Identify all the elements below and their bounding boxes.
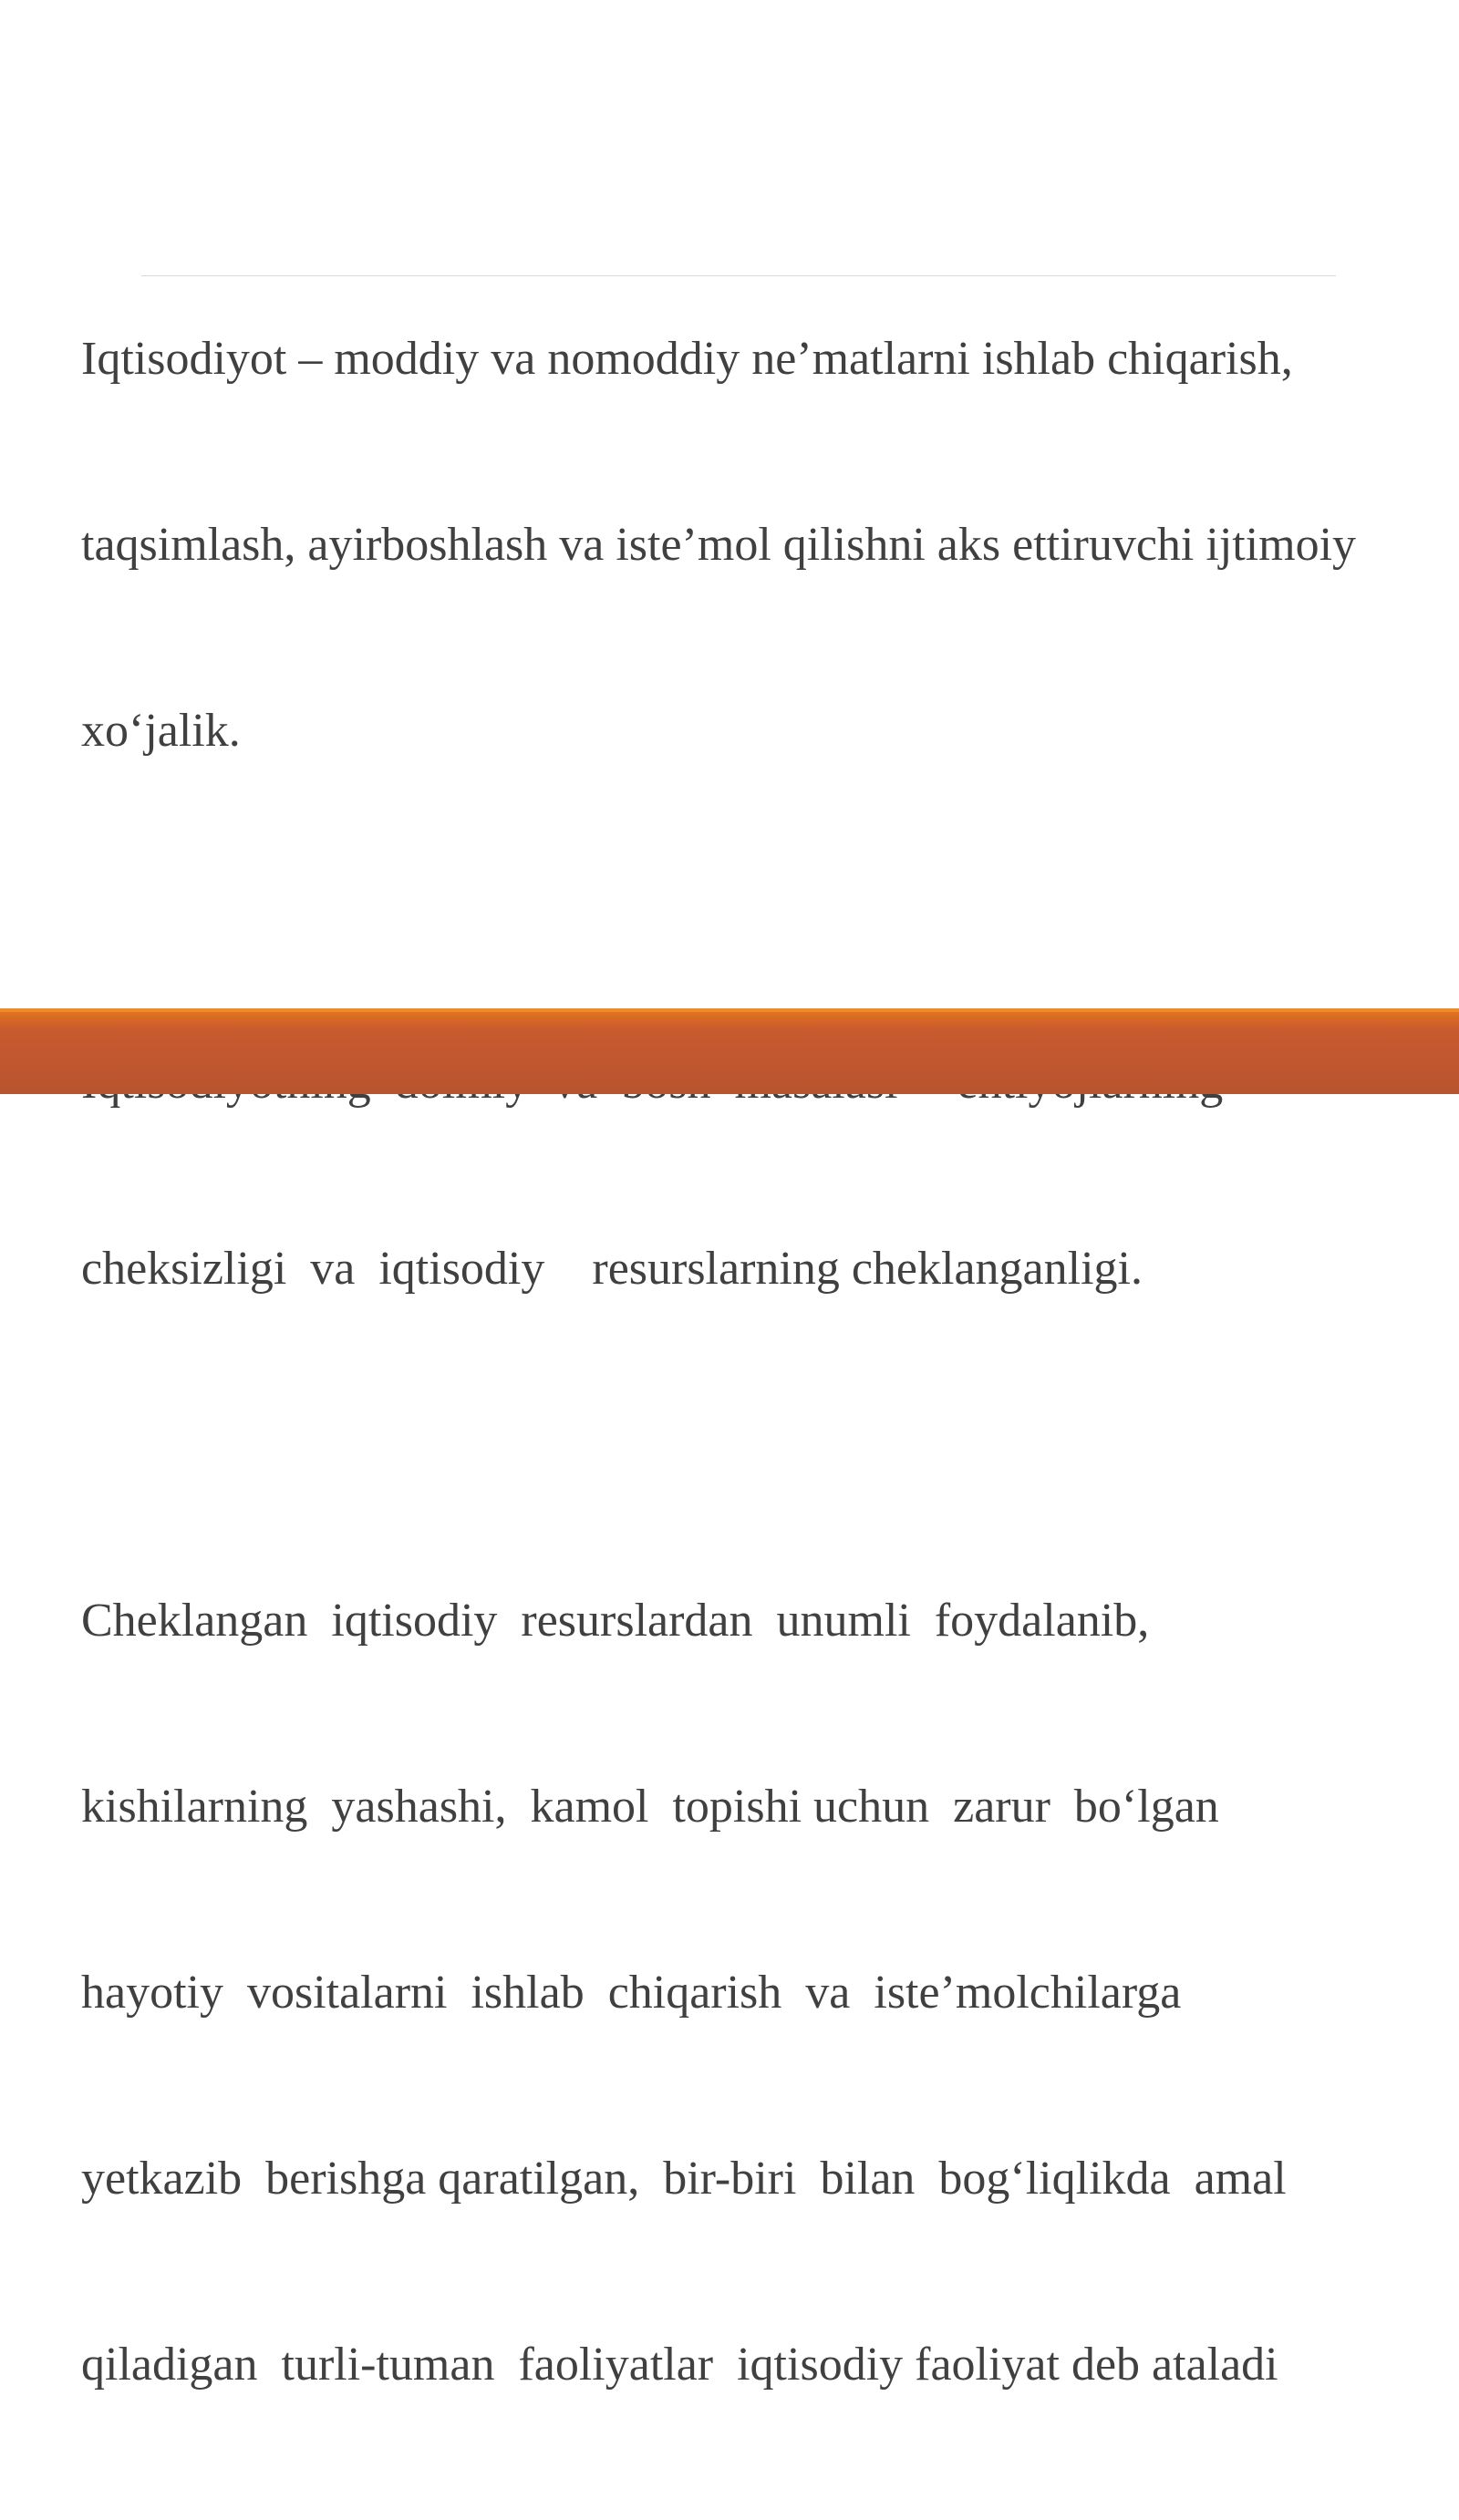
paragraph-definition-economy: [81, 204, 1449, 886]
paragraph-economic-activity: [81, 1466, 1449, 2520]
slide-body-text: [81, 204, 1449, 2520]
paragraph-main-problem: [81, 928, 1449, 1424]
text-line: Iqtisodiyot – moddiy va nomoddiy ne’matlarni ishlab chiqarish,: [81, 333, 1293, 385]
text-line: yetkazib berishga qaratilgan, bir-biri bilan bog‘liqlikda amal: [81, 2153, 1287, 2205]
text-line: qiladigan turli-tuman faoliyatlar iqtisodiy faoliyat deb ataladi: [81, 2339, 1278, 2391]
text-line: taqsimlash, ayirboshlash va iste’mol qilishni aks ettiruvchi ijtimoiy: [81, 519, 1357, 571]
footer-decorative-band: [0, 1008, 1459, 1094]
text-line: xo‘jalik.: [81, 705, 241, 757]
text-line: kishilarning yashashi, kamol topishi uchun zarur bo‘lgan: [81, 1781, 1219, 1833]
text-line: hayotiy vositalarni ishlab chiqarish va iste’molchilarga: [81, 1967, 1182, 2019]
text-line: cheksizligi va iqtisodiy resurslarning cheklanganligi.: [81, 1243, 1143, 1295]
text-line: Cheklangan iqtisodiy resurslardan unumli foydalanib,: [81, 1595, 1150, 1647]
